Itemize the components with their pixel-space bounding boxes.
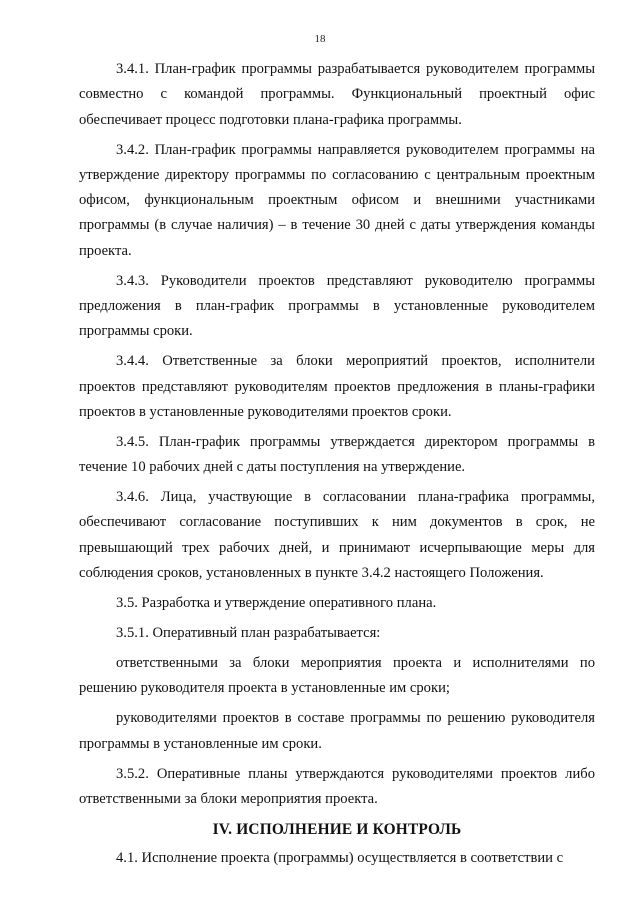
paragraph-3-5-1: 3.5.1. Оперативный план разрабатывается: xyxy=(116,625,381,642)
paragraph-3-5-1-item-a: ответственными за блоки мероприятия проекта и исполнителями по решению руководителя проекта в установленные им сроки; xyxy=(79,655,595,697)
paragraph-3-5-1-item-b: руководителями проектов в составе программы по решению руководителя программы в установленные им сроки. xyxy=(79,710,595,752)
paragraph-3-5-2: 3.5.2. Оперативные планы утверждаются руководителями проектов либо ответственными за блоки мероприятия проекта. xyxy=(79,765,595,807)
paragraph-3-4-5: 3.4.5. План-график программы утверждается директором программы в течение 10 рабочих дней с даты поступления на утверждение. xyxy=(79,433,595,476)
paragraph-3-4-2: 3.4.2. План-график программы направляется руководителем программы на утверждение директору программы по согласованию с центральным проектным офисом, функциональным проектным офисом и внешними участниками программы (в случае наличия) – в течение 30 дней с даты утверждения команды проекта. xyxy=(79,141,595,259)
paragraph-3-4-4: 3.4.4. Ответственные за блоки мероприятий проектов, исполнители проектов представляют руководителям проектов предложения в планы-графики проектов в установленные руководителями проектов сроки. xyxy=(79,353,595,420)
document-body xyxy=(79,57,595,871)
section-heading: IV. ИСПОЛНЕНИЕ И КОНТРОЛЬ xyxy=(212,820,462,838)
paragraph-3-4-6: 3.4.6. Лица, участвующие в согласовании плана-графика программы, обеспечивают согласование поступивших к ним документов в срок, не превышающий трех рабочих дней, и принимают исчерпывающие меры для соблюдения сроков, установленных в пункте 3.4.2 настоящего Положения. xyxy=(79,489,595,582)
paragraph-4-1: 4.1. Исполнение проекта (программы) осуществляется в соответствии с xyxy=(116,849,564,866)
paragraph-3-4-1: 3.4.1. План-график программы разрабатывается руководителем программы совместно с командой программы. Функциональный проектный офис обеспечивает процесс подготовки плана-графика программы. xyxy=(79,61,595,128)
paragraph-3-5: 3.5. Разработка и утверждение оперативного плана. xyxy=(116,595,437,612)
page-number: 18 xyxy=(314,33,326,45)
paragraph-3-4-3: 3.4.3. Руководители проектов представляют руководителю программы предложения в план-график программы в установленные руководителем программы сроки. xyxy=(79,272,595,340)
